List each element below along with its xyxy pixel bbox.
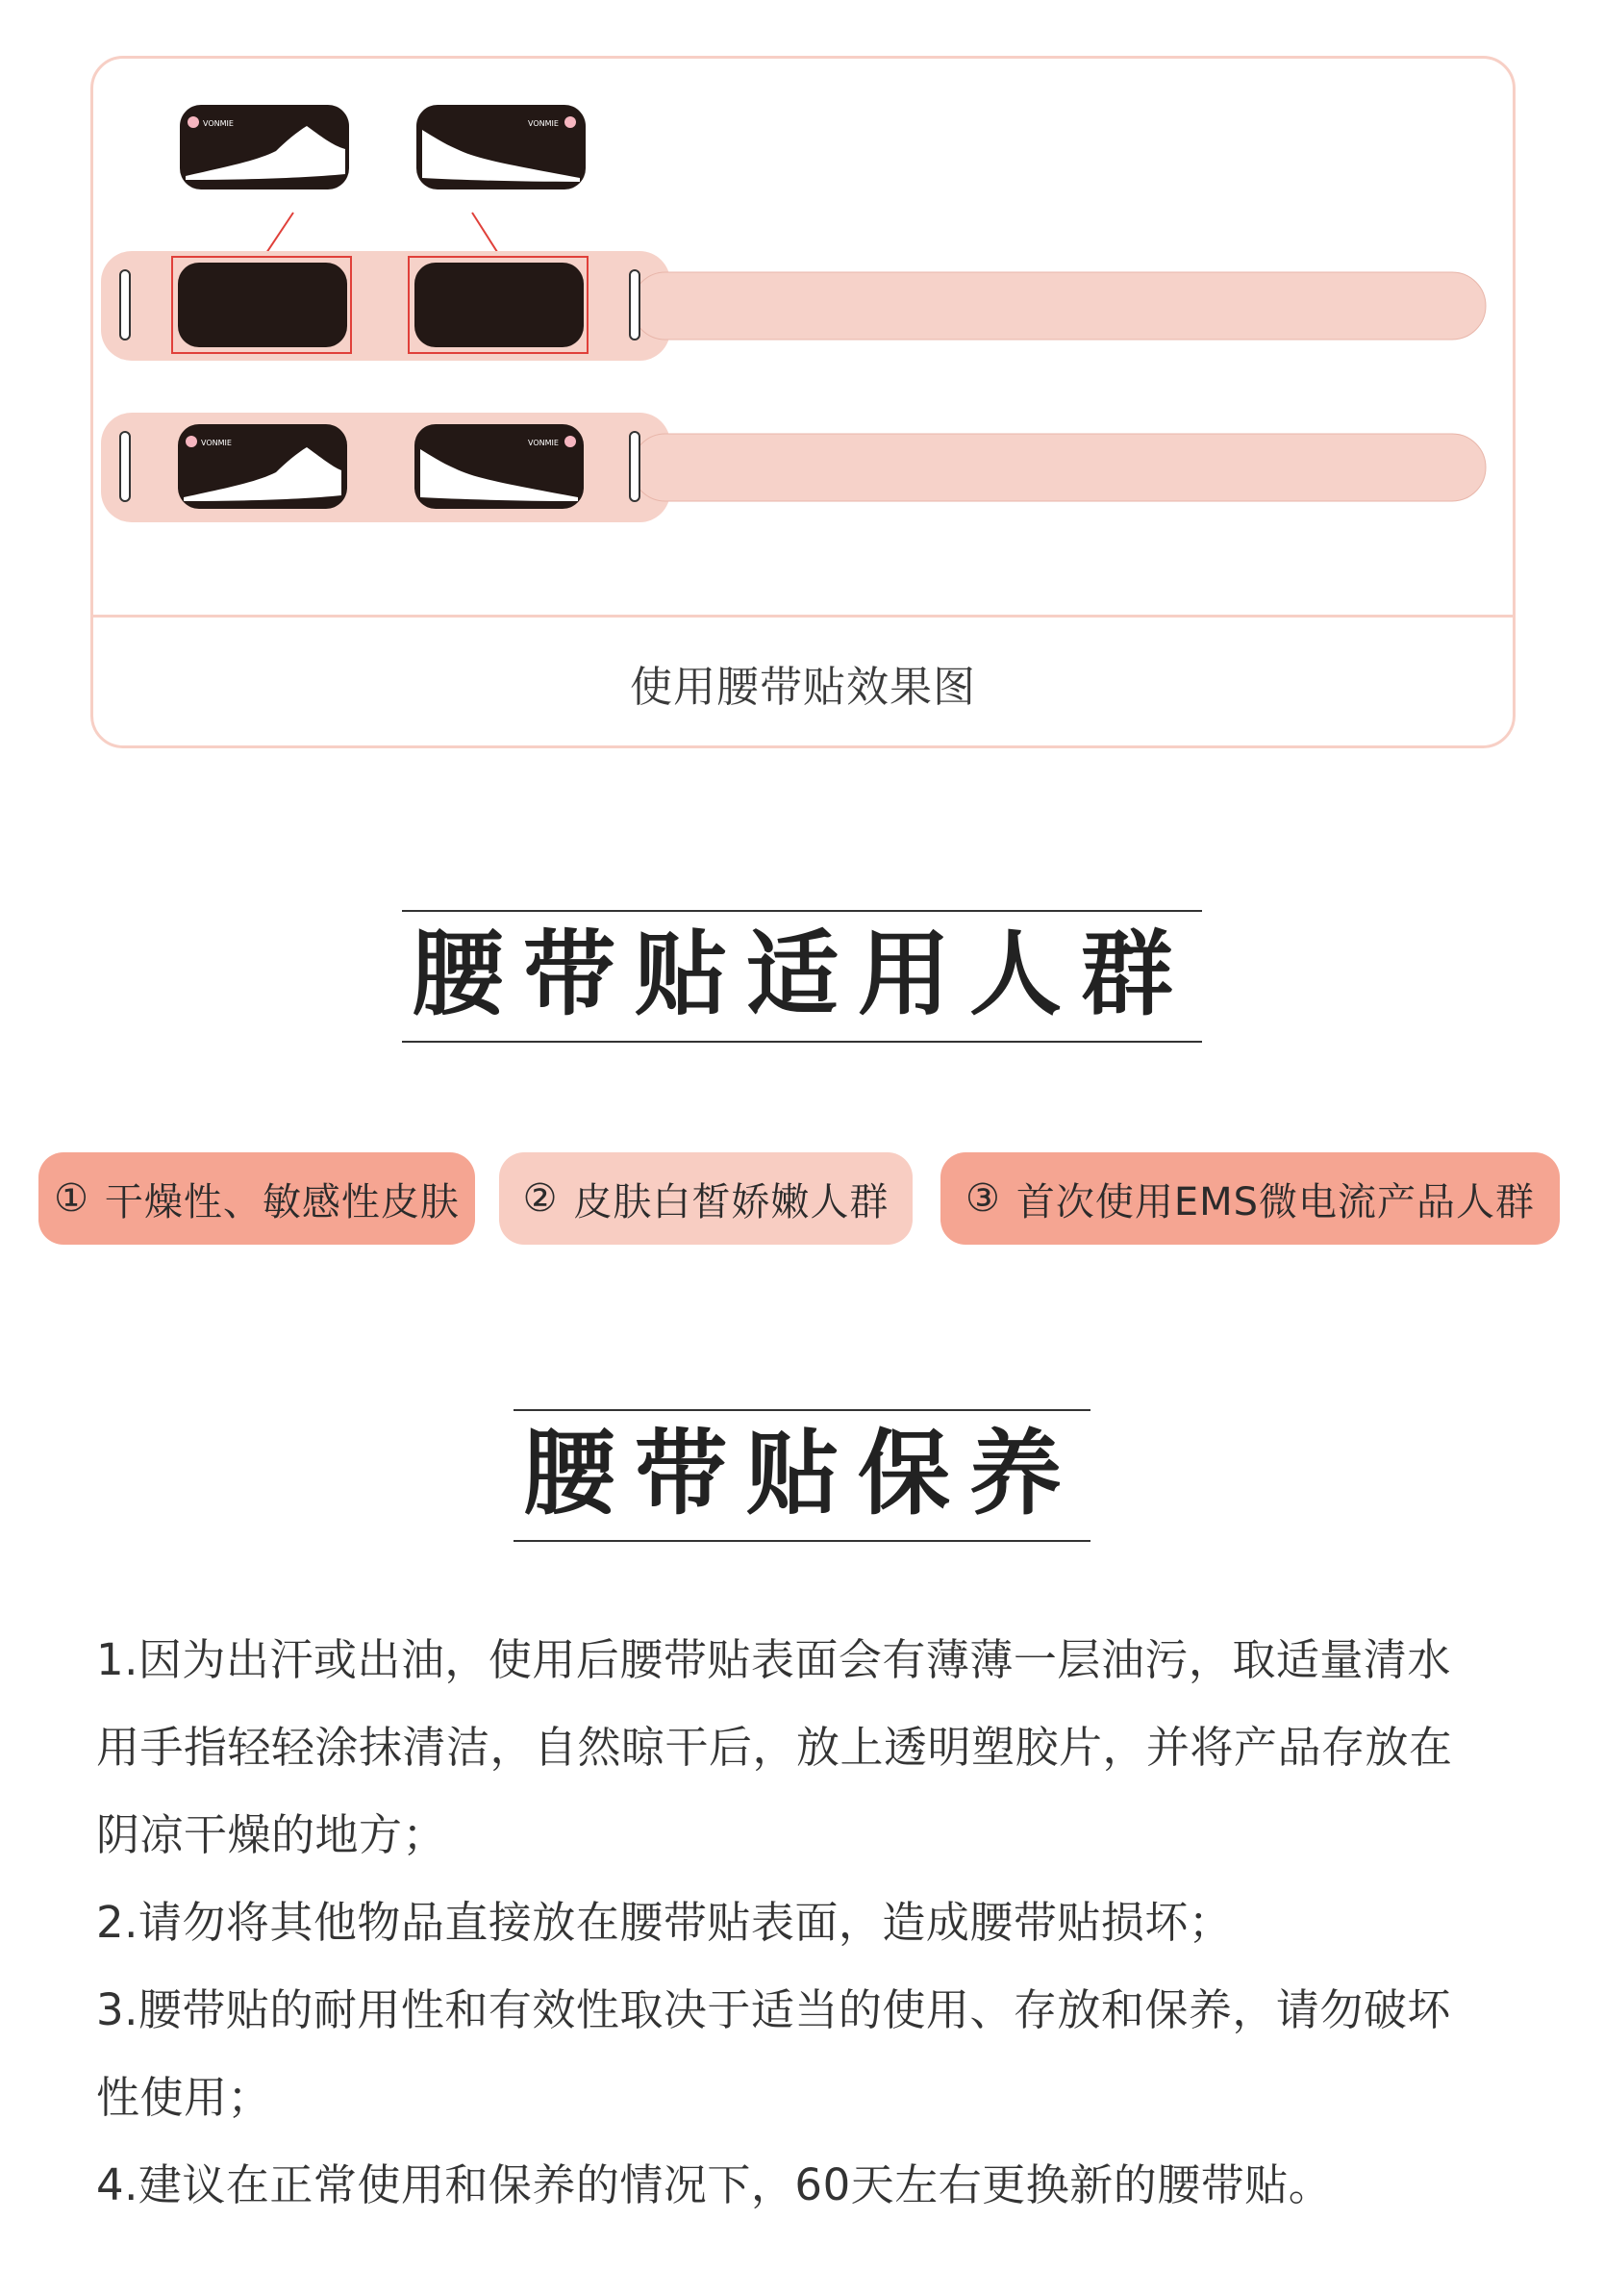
care-line: 性使用； [96, 2072, 272, 2123]
suitable-heading [0, 910, 1604, 1043]
svg-text:VONMIE: VONMIE [203, 119, 234, 128]
care-title: 腰带贴保养 [514, 1409, 1090, 1542]
pill-text: 首次使用EMS微电流产品人群 [1015, 1179, 1536, 1224]
pill-text: 皮肤白皙娇嫩人群 [573, 1179, 890, 1224]
svg-text:VONMIE: VONMIE [528, 439, 559, 447]
pill-number: ② [522, 1176, 559, 1221]
belt-after [101, 413, 1486, 522]
care-line: 2.请勿将其他物品直接放在腰带贴表面，造成腰带贴损坏； [96, 1897, 1233, 1948]
care-line: 用手指轻轻涂抹清洁，自然晾干后，放上透明塑胶片，并将产品存放在 [96, 1722, 1453, 1773]
svg-text:VONMIE: VONMIE [201, 439, 232, 447]
care-line: 4.建议在正常使用和保养的情况下，60天左右更换新的腰带贴。 [96, 2159, 1333, 2210]
illustration-caption: 使用腰带贴效果图 [630, 663, 976, 712]
suitable-pill-1 [38, 1152, 475, 1245]
care-line: 3.腰带贴的耐用性和有效性取决于适当的使用、存放和保养，请勿破坏 [96, 1984, 1451, 2035]
care-line: 阴凉干燥的地方； [96, 1809, 447, 1860]
belt-before [101, 251, 1486, 361]
pill-text: 干燥性、敏感性皮肤 [104, 1179, 460, 1224]
care-instructions [96, 1616, 1519, 2229]
suitable-title: 腰带贴适用人群 [402, 910, 1202, 1043]
loose-patch-right [416, 105, 586, 189]
belt-patch-illustration [93, 59, 1513, 617]
loose-patch-left [180, 105, 349, 189]
illustration-card [90, 56, 1516, 748]
suitable-pill-3 [940, 1152, 1560, 1245]
svg-text:VONMIE: VONMIE [528, 119, 559, 128]
pill-number: ③ [965, 1176, 1001, 1221]
care-heading [0, 1409, 1604, 1542]
pill-number: ① [54, 1176, 89, 1221]
suitable-pill-2 [499, 1152, 913, 1245]
care-line: 1.因为出汗或出油，使用后腰带贴表面会有薄薄一层油污，取适量清水 [96, 1634, 1451, 1685]
